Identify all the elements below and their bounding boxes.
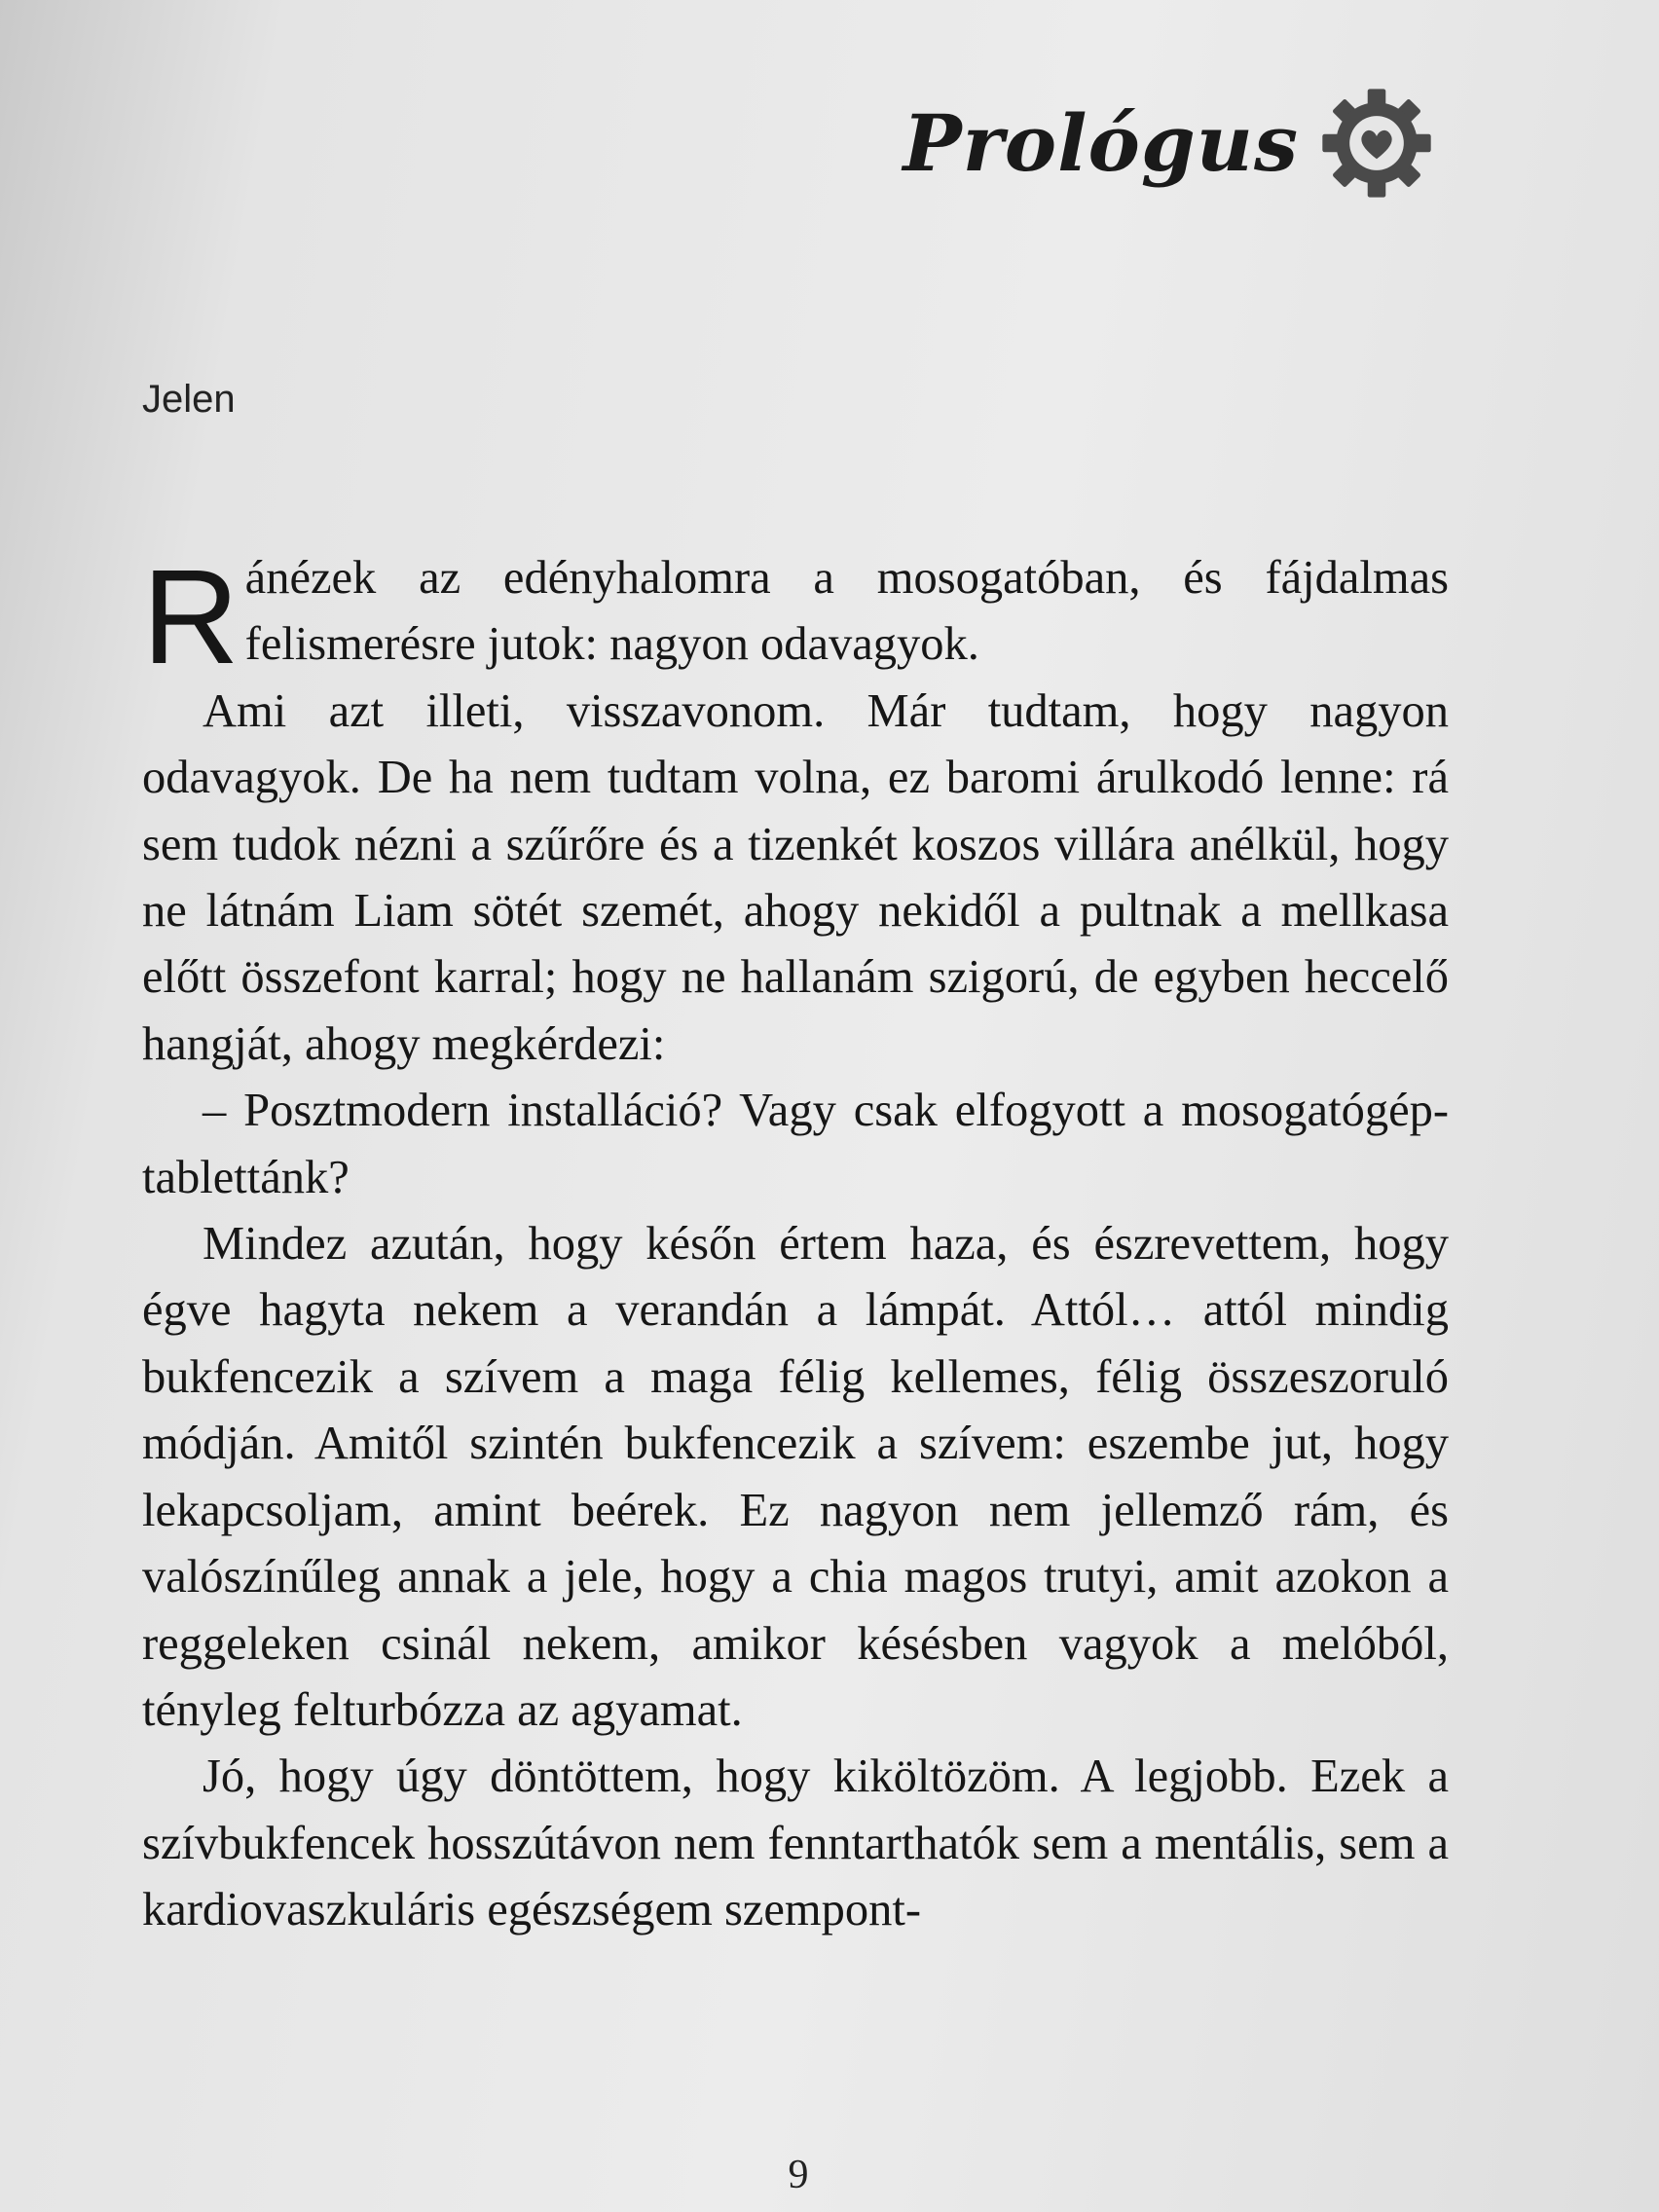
page-number: 9 bbox=[788, 2153, 809, 2197]
paragraph bbox=[142, 542, 1449, 692]
section-label: Jelen bbox=[142, 378, 236, 421]
gear-heart-icon bbox=[1320, 87, 1433, 200]
body-text bbox=[142, 542, 1449, 1944]
dialogue-paragraph: – Posztmodern installáció? Vagy csak elfogyott a mosogatógép-tablettánk? bbox=[142, 1085, 1449, 1203]
paragraph: Ami azt illeti, visszavonom. Már tudtam, hogy nagyon odavagyok. De ha nem tudtam volna, ez baromi árulkodó lenne: rá sem tudok nézni a szűrőre és a tizenkét koszos villára anélkül, hogy ne látnám Liam sötét szemét, ahogy nekidől a pultnak a mellkasa előtt összefont karral; hogy ne hallanám szigorú, de egyben heccelő hangját, ahogy megkérdezi: bbox=[142, 684, 1449, 1070]
paragraph: Jó, hogy úgy döntöttem, hogy kiköltözöm. A legjobb. Ezek a szívbukfencek hosszútávon nem fenntarthatók sem a mentális, sem a kardiovaszkuláris egészségem szempont- bbox=[142, 1751, 1449, 1936]
paragraph-text: ánézek az edényhalomra a mosogatóban, és fájdalmas felismerésre jutok: nagyon odavagyok. bbox=[244, 552, 1449, 671]
paragraph: Mindez azután, hogy későn értem haza, és észrevettem, hogy égve hagyta nekem a verandán a lámpát. Attól… attól mindig bukfencezik a szívem a maga félig kellemes, félig összeszoruló módján. Amitől szintén bukfencezik a szívem: eszembe jut, hogy lekapcsoljam, amint beérek. Ez nagyon nem jellemző rám, és valószínűleg annak a jele, hogy a chia magos trutyi, amit azokon a reggeleken csinál nekem, amikor késésben vagyok a melóból, tényleg felturbózza az agyamat. bbox=[142, 1218, 1449, 1736]
dropcap: R bbox=[142, 542, 240, 692]
chapter-title: Prológus bbox=[903, 97, 1299, 189]
chapter-header bbox=[903, 80, 1433, 206]
